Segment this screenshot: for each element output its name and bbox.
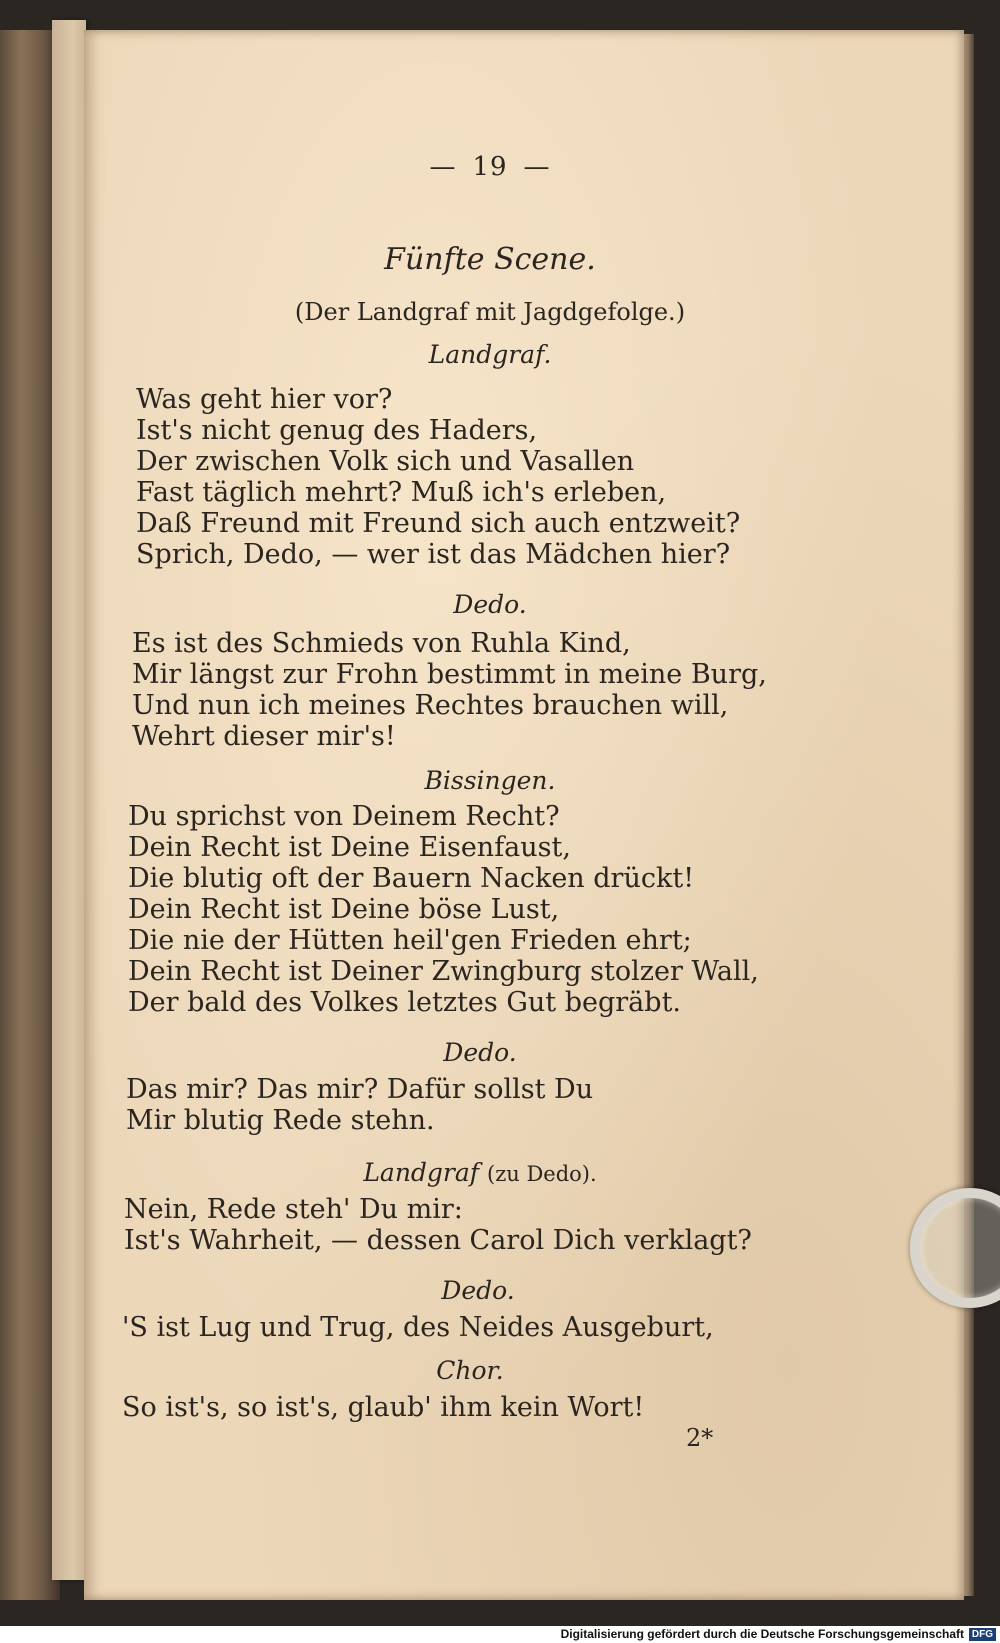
speaker-note: (zu Dedo). <box>487 1162 597 1186</box>
page-number-dash-right: — <box>523 152 551 182</box>
verse-line: Nein, Rede steh' Du mir: <box>124 1194 463 1225</box>
speaker-label: Bissingen. <box>424 766 556 795</box>
verse-line: Mir blutig Rede stehn. <box>126 1105 435 1136</box>
verse-line: Ist's Wahrheit, — dessen Carol Dich verklagt? <box>124 1225 752 1256</box>
stage-direction: (Der Landgraf mit Jagdgefolge.) <box>294 298 686 326</box>
verse-line: Das mir? Das mir? Dafür sollst Du <box>126 1074 594 1105</box>
verse-line: Dein Recht ist Deiner Zwingburg stolzer Wall, <box>128 956 759 987</box>
page-number-dash-left: — <box>429 152 457 182</box>
verse-line: Der bald des Volkes letztes Gut begräbt. <box>128 987 681 1018</box>
verse-line: Sprich, Dedo, — wer ist das Mädchen hier? <box>136 539 731 570</box>
speaker-label: Chor. <box>436 1356 504 1385</box>
verse-line: Daß Freund mit Freund sich auch entzweit? <box>136 508 741 539</box>
printer-signature: 2* <box>686 1424 714 1452</box>
page-number <box>400 152 580 182</box>
verse-line: Was geht hier vor? <box>136 384 393 415</box>
speaker-label: Dedo. <box>453 590 527 619</box>
speaker-label <box>330 1158 630 1187</box>
verse-line: Wehrt dieser mir's! <box>132 721 396 752</box>
page-number-value: 19 <box>472 152 508 182</box>
scene-title: Fünfte Scene. <box>384 242 596 277</box>
verse-line: Und nun ich meines Rechtes brauchen will, <box>132 690 729 721</box>
verse-line: Fast täglich mehrt? Muß ich's erleben, <box>136 477 667 508</box>
verse-line: Ist's nicht genug des Haders, <box>136 415 538 446</box>
speaker-name: Landgraf <box>363 1158 480 1187</box>
book-binding-edge <box>52 20 86 1580</box>
dfg-logo: DFG <box>969 1628 996 1641</box>
verse-line: Du sprichst von Deinem Recht? <box>128 801 560 832</box>
verse-line: Dein Recht ist Deine Eisenfaust, <box>128 832 571 863</box>
speaker-label: Dedo. <box>443 1038 517 1067</box>
verse-line: Die blutig oft der Bauern Nacken drückt! <box>128 863 695 894</box>
verse-line: Der zwischen Volk sich und Vasallen <box>136 446 635 477</box>
verse-line: Die nie der Hütten heil'gen Frieden ehrt; <box>128 925 692 956</box>
verse-line: Dein Recht ist Deine böse Lust, <box>128 894 560 925</box>
verse-line: So ist's, so ist's, glaub' ihm kein Wort! <box>122 1392 645 1423</box>
verse-line: 'S ist Lug und Trug, des Neides Ausgeburt, <box>122 1312 714 1343</box>
verse-line: Mir längst zur Frohn bestimmt in meine Burg, <box>132 659 767 690</box>
speaker-label: Dedo. <box>441 1276 515 1305</box>
footer-credit: Digitalisierung gefördert durch die Deutsche Forschungsgemeinschaft <box>560 1627 964 1641</box>
speaker-label: Landgraf. <box>428 340 552 369</box>
book-binding <box>0 30 60 1600</box>
verse-line: Es ist des Schmieds von Ruhla Kind, <box>132 628 631 659</box>
digitization-footer <box>0 1626 1000 1643</box>
